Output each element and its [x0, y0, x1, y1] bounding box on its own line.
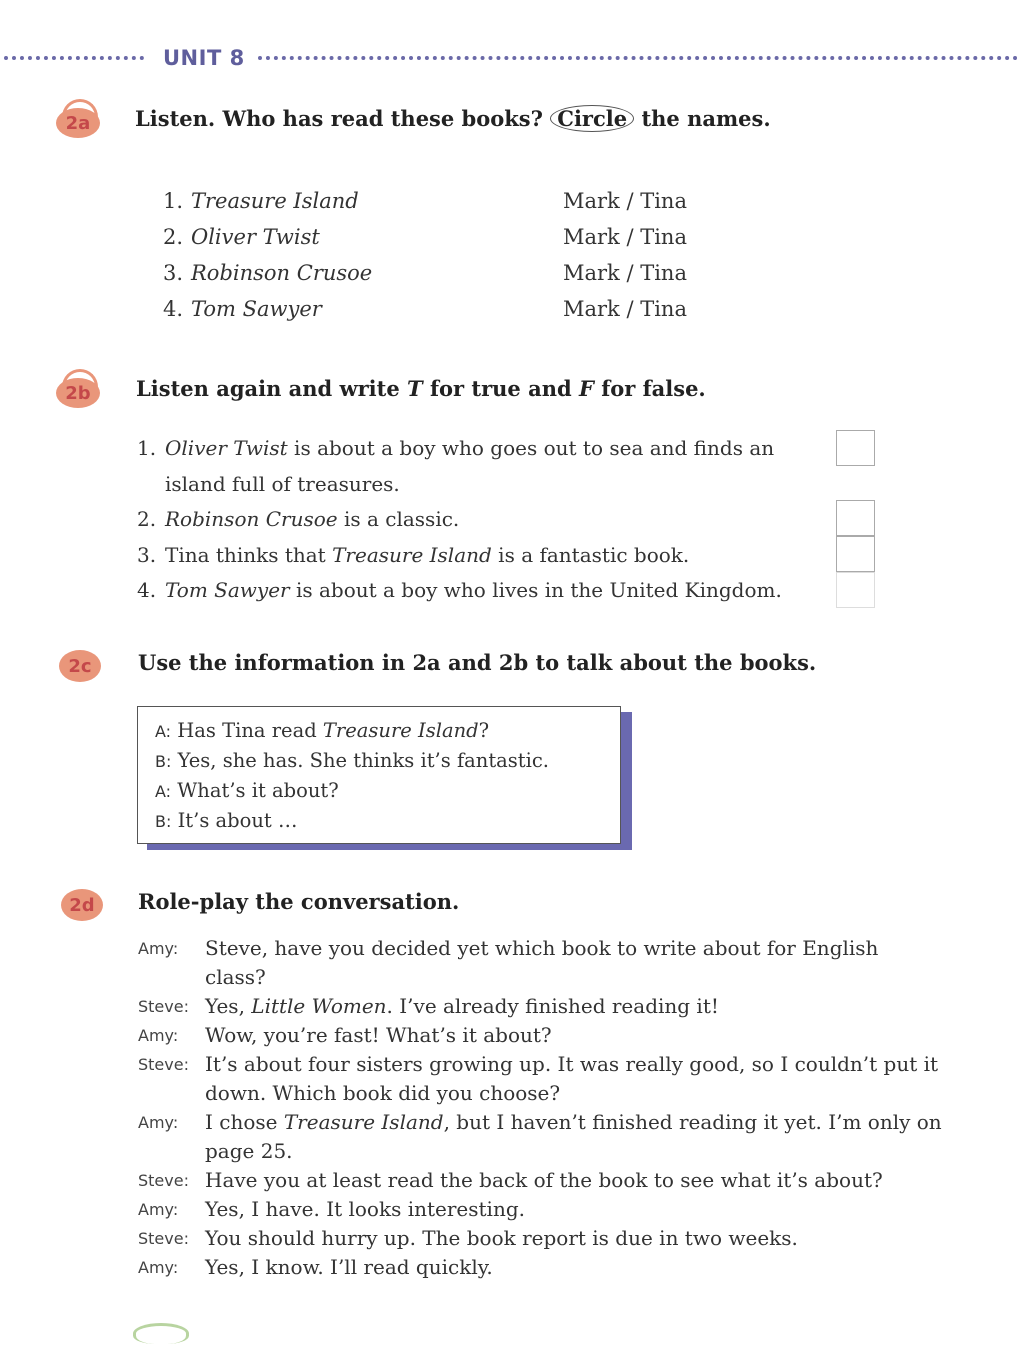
instr-2a-circle-word: Circle — [550, 105, 634, 132]
name-options[interactable]: Mark / Tina — [563, 225, 687, 249]
dialogue-line: B: Yes, she has. She thinks it’s fantastic. — [155, 749, 550, 772]
section-2b-badge-label: 2b — [65, 382, 91, 404]
conversation-line: Amy: Yes, I have. It looks interesting. — [138, 1197, 525, 1221]
list-item: 3. Tina thinks that Treasure Island is a fantastic book. — [137, 542, 690, 567]
book-title: Treasure Island — [191, 189, 359, 213]
unit-header-dots-left — [4, 56, 144, 60]
section-2c-badge — [59, 650, 101, 682]
section-2b-audio-badge — [56, 378, 100, 408]
list-item: 2. Robinson Crusoe is a classic. — [137, 507, 460, 531]
section-2d-badge — [61, 889, 103, 921]
conversation-line: Amy: Yes, I know. I’ll read quickly. — [138, 1255, 493, 1279]
conversation-line: Amy: Wow, you’re fast! What’s it about? — [138, 1023, 552, 1047]
conversation-line: Steve: It’s about four sisters growing up. It was really good, so I couldn’t put it down. Which book did you choose? — [138, 1052, 939, 1105]
section-2d-instruction: Role-play the conversation. — [138, 889, 460, 914]
section-2a-audio-badge — [56, 108, 100, 138]
conversation — [138, 934, 968, 1282]
name-options[interactable]: Mark / Tina — [563, 261, 687, 285]
book-title: Tom Sawyer — [191, 297, 322, 321]
list-item: 2. Oliver Twist Mark / Tina — [163, 225, 687, 249]
unit-header-dots-right — [258, 56, 1018, 60]
section-2a-badge-label: 2a — [65, 112, 91, 134]
conversation-line: Steve: You should hurry up. The book report is due in two weeks. — [138, 1226, 798, 1250]
section-2b-instruction: Listen again and write T for true and F for false. — [136, 376, 706, 401]
dialogue-lines — [155, 716, 549, 836]
name-options[interactable]: Mark / Tina — [563, 297, 687, 321]
dialogue-box-shadow-bottom — [147, 843, 632, 850]
section-2a-instruction — [135, 106, 771, 131]
conversation-line: Steve: Yes, Little Women. I’ve already finished reading it! — [138, 994, 719, 1018]
book-title: Robinson Crusoe — [191, 261, 373, 285]
book-title: Oliver Twist — [191, 225, 320, 249]
section-2c-instruction: Use the information in 2a and 2b to talk about the books. — [138, 650, 817, 675]
name-options[interactable]: Mark / Tina — [563, 189, 687, 213]
conversation-line: Steve: Have you at least read the back of the book to see what it’s about? — [138, 1168, 883, 1192]
answer-box-2[interactable] — [836, 500, 875, 536]
dialogue-line: B: It’s about … — [155, 809, 298, 832]
unit-title: UNIT 8 — [163, 46, 245, 70]
list-item: 4. Tom Sawyer is about a boy who lives in the United Kingdom. — [137, 578, 782, 602]
list-item: 3. Robinson Crusoe Mark / Tina — [163, 261, 687, 285]
dialogue-box-shadow-right — [621, 712, 632, 848]
answer-box-4[interactable] — [836, 572, 875, 608]
conversation-line: Amy: I chose Treasure Island, but I haven’t finished reading it yet. I’m only on page 25. — [138, 1110, 942, 1163]
answer-box-1[interactable] — [836, 430, 875, 466]
section-2a-book-list — [163, 183, 723, 327]
list-item: 4. Tom Sawyer Mark / Tina — [163, 297, 687, 321]
section-2c-badge-label: 2c — [68, 655, 92, 677]
page-corner-decoration — [133, 1323, 189, 1344]
instr-2a-part1: Listen. Who has read these books? — [135, 106, 543, 131]
section-2b-statement-list — [137, 431, 877, 609]
answer-box-3[interactable] — [836, 536, 875, 572]
list-item: 1. Treasure Island Mark / Tina — [163, 189, 687, 213]
dialogue-line: A: Has Tina read Treasure Island? — [155, 719, 490, 742]
list-item: 1. Oliver Twist is about a boy who goes out to sea and finds an island full of treasures. — [137, 436, 775, 496]
conversation-line: Amy: Steve, have you decided yet which book to write about for English class? — [138, 936, 879, 989]
instr-2a-part2: the names. — [641, 106, 771, 131]
dialogue-line: A: What’s it about? — [155, 779, 339, 802]
section-2d-badge-label: 2d — [69, 894, 95, 916]
